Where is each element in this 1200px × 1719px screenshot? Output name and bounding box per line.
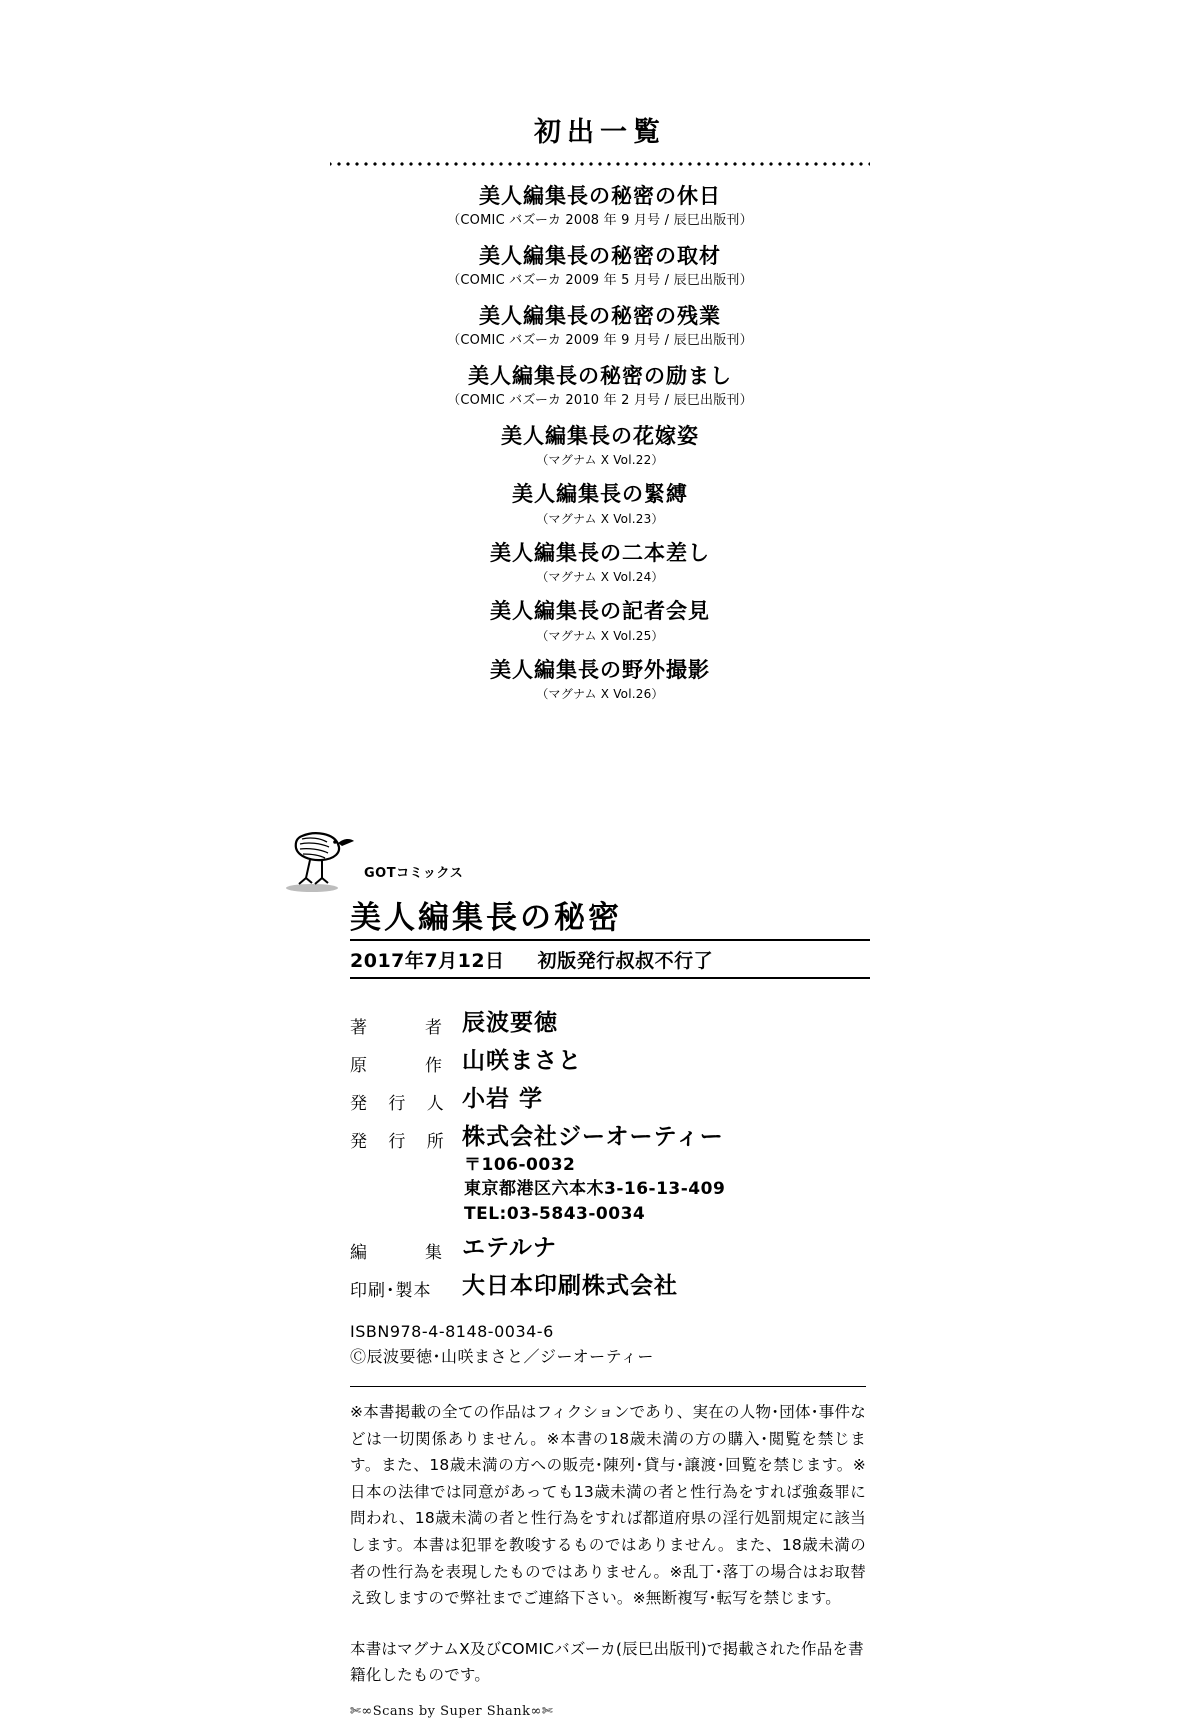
entry-source: （マグナム X Vol.22） bbox=[536, 453, 664, 468]
list-item bbox=[330, 538, 870, 586]
credit-label: 発 行 人 bbox=[350, 1093, 452, 1114]
isbn-number: ISBN978-4-8148-0034-6 bbox=[350, 1322, 554, 1342]
publisher-name: 株式会社ジーオーティー bbox=[462, 1123, 724, 1150]
entry-source: （COMIC バズーカ 2009 年 5 月号 / 辰巳出版刊） bbox=[447, 273, 753, 289]
entry-title: 美人編集長の秘密の取材 bbox=[479, 243, 721, 268]
table-row bbox=[350, 1272, 890, 1310]
book-title: 美人編集長の秘密 bbox=[350, 900, 622, 936]
entry-title: 美人編集長の記者会見 bbox=[490, 599, 710, 624]
source-note: 本書はマグナムX及びCOMICバズーカ(辰巳出版刊)で掲載された作品を書籍化したものです。 bbox=[350, 1640, 864, 1685]
list-item bbox=[330, 596, 870, 644]
entry-source: （マグナム X Vol.23） bbox=[536, 511, 664, 526]
bird-logo-icon bbox=[272, 826, 360, 892]
entry-source: （マグナム X Vol.24） bbox=[536, 570, 664, 585]
table-row bbox=[350, 1123, 890, 1235]
isbn-block bbox=[350, 1320, 890, 1370]
entry-source: （COMIC バズーカ 2008 年 9 月号 / 辰巳出版刊） bbox=[447, 213, 753, 229]
address-line: 〒106-0032 bbox=[464, 1154, 576, 1175]
phone-line: TEL:03-5843-0034 bbox=[464, 1203, 646, 1224]
credit-value: 大日本印刷株式会社 bbox=[462, 1273, 678, 1300]
entry-title: 美人編集長の緊縛 bbox=[512, 482, 688, 507]
publication-date: 2017年7月12日 bbox=[350, 950, 505, 972]
publication-date-row bbox=[350, 941, 870, 979]
credit-value: エテルナ bbox=[462, 1235, 557, 1262]
publisher-imprint-label: GOTコミックス bbox=[364, 866, 464, 881]
dotted-divider bbox=[330, 161, 870, 167]
entry-source: （COMIC バズーカ 2010 年 2 月号 / 辰巳出版刊） bbox=[447, 393, 753, 409]
publisher-logo-row bbox=[272, 830, 952, 892]
entry-title: 美人編集長の秘密の励まし bbox=[468, 363, 732, 388]
list-item bbox=[330, 181, 870, 231]
credit-label: 発 行 所 bbox=[350, 1131, 452, 1152]
list-item bbox=[330, 241, 870, 291]
entry-title: 美人編集長の秘密の休日 bbox=[479, 184, 721, 208]
credit-label: 編 集 bbox=[350, 1243, 450, 1264]
credits-table bbox=[350, 1009, 890, 1310]
credit-value: 辰波要徳 bbox=[462, 1010, 558, 1036]
address-line: 東京都港区六本木3-16-13-409 bbox=[464, 1179, 726, 1200]
table-row bbox=[350, 1047, 890, 1085]
credit-label: 原 作 bbox=[350, 1055, 450, 1076]
entry-title: 美人編集長の野外撮影 bbox=[490, 657, 710, 682]
entry-title: 美人編集長の秘密の残業 bbox=[479, 303, 721, 328]
table-row bbox=[350, 1085, 890, 1123]
list-item bbox=[330, 361, 870, 411]
legal-notice: ※本書掲載の全ての作品はフィクションであり、実在の人物･団体･事件などは一切関係ありません。※本書の18歳未満の方の購入･閲覧を禁じます。また、18歳未満の方への販売･陳列･貸与･譲渡･回覧を禁じます。※日本の法律では同意があっても13歳未満の者と性行為をすれば強姦罪に問われ、18歳未満の者と性行為をすれば都道府県の淫行処罰規定に該当します。本書は犯罪を教唆するものではありません。また、18歳未満の者の性行為を表現したものではありません。※乱丁･落丁の場合はお取替え致しますので弊社までご連絡下さい。※無断複写･転写を禁じます。 bbox=[350, 1402, 866, 1608]
imprint-block bbox=[272, 830, 952, 1719]
copyright-line: Ⓒ辰波要徳･山咲まさと／ジーオーティー bbox=[350, 1347, 654, 1367]
credit-label: 印刷･製本 bbox=[350, 1281, 432, 1302]
list-item bbox=[330, 655, 870, 703]
entry-source: （マグナム X Vol.25） bbox=[536, 628, 664, 643]
table-row bbox=[350, 1234, 890, 1272]
entry-source: （COMIC バズーカ 2009 年 9 月号 / 辰巳出版刊） bbox=[447, 333, 753, 349]
credit-value: 山咲まさと bbox=[462, 1047, 582, 1074]
list-item bbox=[330, 421, 870, 469]
table-row bbox=[350, 1009, 890, 1047]
page-title: 初出一覧 bbox=[534, 117, 666, 148]
list-item bbox=[330, 479, 870, 527]
credit-label: 著 者 bbox=[350, 1018, 450, 1038]
entry-title: 美人編集長の二本差し bbox=[490, 540, 710, 565]
scan-credit: ✄∞Scans by Super Shank∞✄ bbox=[350, 1704, 554, 1719]
entry-title: 美人編集長の花嫁姿 bbox=[501, 423, 699, 448]
credit-value-publisher bbox=[462, 1123, 890, 1235]
credit-value: 小岩 学 bbox=[462, 1085, 544, 1112]
edition-note: 初版発行叔叔不行了 bbox=[537, 950, 714, 972]
first-publication-list bbox=[330, 110, 870, 713]
list-item bbox=[330, 301, 870, 351]
entry-source: （マグナム X Vol.26） bbox=[536, 686, 664, 701]
notice-divider bbox=[350, 1386, 866, 1387]
